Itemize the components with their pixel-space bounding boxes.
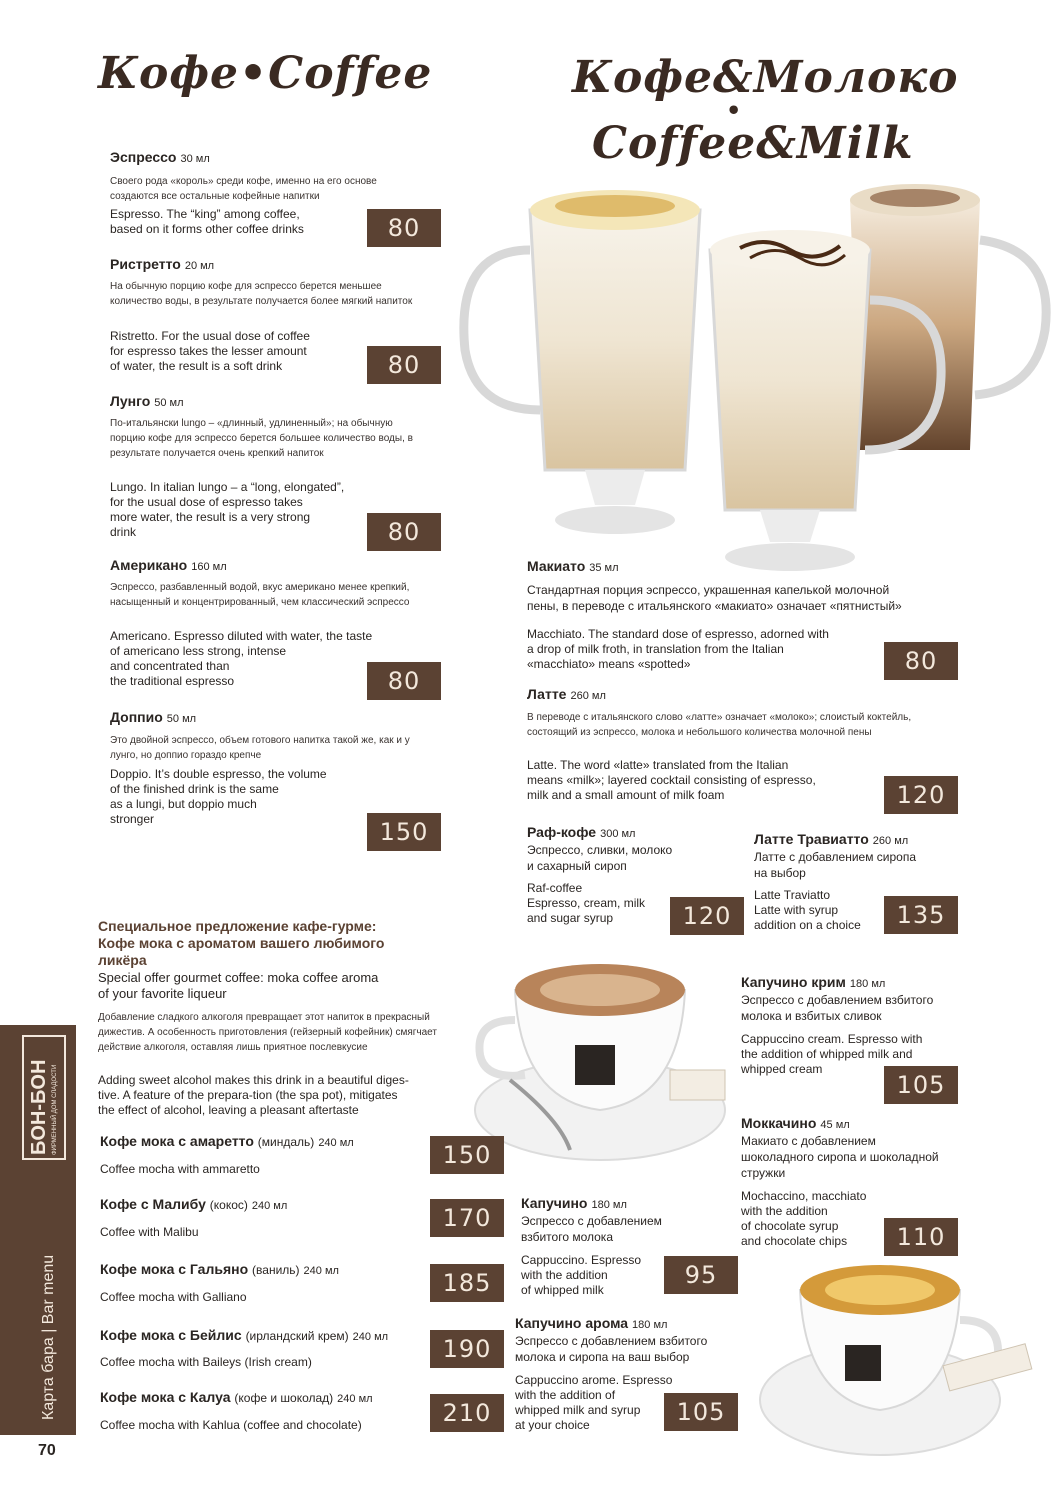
page-number: 70 (38, 1442, 56, 1459)
item-espresso-name: Эспрессо 30 мл (110, 149, 210, 165)
item-cappuccino-cream-name: Капучино крим 180 мл (741, 974, 886, 990)
item-lungo-ru: По-итальянски lungo – «длинный, удлиненный»; на обычную порцию кофе для эспрессо берется большее количество воды, в результате получается очень крепкий напиток (110, 418, 413, 459)
special-item-baileys-price: 190 (430, 1330, 504, 1368)
item-espresso-en: Espresso. The “king” among coffee, based on it forms other coffee drinks (110, 207, 304, 236)
item-cappuccino-aroma-ru: Эспрессо с добавлением взбитого молока и сиропа на ваш выбор (515, 1334, 708, 1364)
item-lungo-price: 80 (367, 513, 441, 551)
item-raf-ru: Эспрессо, сливки, молоко и сахарный сироп (527, 843, 673, 873)
special-item-galliano-name: Кофе мока с Гальяно (ваниль) 240 мл (100, 1261, 339, 1277)
item-mochaccino-name: Моккачино 45 мл (741, 1115, 850, 1131)
item-ristretto-price: 80 (367, 346, 441, 384)
item-traviatto-name: Латте Травиатто 260 мл (754, 831, 909, 847)
item-traviatto-ru: Латте с добавлением сиропа на выбор (754, 850, 917, 880)
brand-logo (22, 1035, 66, 1160)
special-item-amaretto-name: Кофе мока с амаретто (миндаль) 240 мл (100, 1133, 354, 1149)
item-raf-price: 120 (670, 897, 744, 935)
item-americano-ru: Эспрессо, разбавленный водой, вкус американо менее крепкий, насыщенный и концентрированный, чем классический эспрессо (110, 582, 410, 608)
item-macchiato-name: Макиато 35 мл (527, 558, 619, 574)
item-americano-name: Американо 160 мл (110, 557, 227, 573)
item-latte-en: Latte. The word «latte» translated from the Italian means «milk»; layered cocktail consisting of espresso, milk and a small amount of milk foam (527, 758, 816, 802)
special-desc-ru: Добавление сладкого алкоголя превращает этот напиток в прекрасный дижестив. А особенность приготовления (гейзерный кофейник) смягчает действие алкоголя, оставляя лишь приятное послевкусие (98, 1012, 437, 1053)
special-item-amaretto-en: Coffee mocha with ammaretto (100, 1162, 260, 1176)
item-cappuccino-ru: Эспрессо с добавлением взбитого молока (521, 1214, 662, 1244)
special-item-kahlua-name: Кофе мока с Калуа (кофе и шоколад) 240 мл (100, 1389, 373, 1405)
item-latte-price: 120 (884, 776, 958, 814)
item-ristretto-name: Ристретто 20 мл (110, 256, 215, 272)
coffee-mocha-cup-image (470, 950, 735, 1180)
special-item-malibu-name: Кофе с Малибу (кокос) 240 мл (100, 1196, 288, 1212)
item-espresso-price: 80 (367, 209, 441, 247)
item-americano-en: Americano. Espresso diluted with water, the taste of americano less strong, intense and concentrated than the traditional espresso (110, 629, 373, 688)
item-cappuccino-name: Капучино 180 мл (521, 1195, 627, 1211)
item-raf-name: Раф-кофе 300 мл (527, 824, 636, 840)
item-ristretto-en: Ristretto. For the usual dose of coffee for espresso takes the lesser amount of water, the result is a soft drink (110, 329, 310, 373)
special-item-malibu-en: Coffee with Malibu (100, 1225, 199, 1239)
brand-logo-subtext: ФИРМЕННЫЙ ДОМ СЛАДОСТИ (52, 1064, 58, 1155)
item-latte-ru: В переводе с итальянского слово «латте» означает «молоко»; слоистый коктейль, состоящий из эспрессо, молока и небольшого количества молочной пены (527, 712, 912, 738)
item-macchiato-en: Macchiato. The standard dose of espresso, adorned with a drop of milk froth, in translation from the Italian «macchiato» means «spotted» (527, 627, 829, 671)
item-doppio-price: 150 (367, 813, 441, 851)
title-dot: • (726, 96, 743, 125)
coffee-milk-title-ru: Кофе&Молоко (572, 52, 959, 103)
special-item-baileys-en: Coffee mocha with Baileys (Irish cream) (100, 1355, 312, 1369)
coffee-glasses-image (455, 180, 1060, 575)
item-macchiato-price: 80 (884, 642, 958, 680)
special-item-galliano-en: Coffee mocha with Galliano (100, 1290, 247, 1304)
item-doppio-en: Doppio. It’s double espresso, the volume of the finished drink is the same as a lungi, but doppio much stronger (110, 767, 327, 826)
coffee-milk-title-en: Coffee&Milk (592, 118, 914, 169)
item-lungo-name: Лунго 50 мл (110, 393, 184, 409)
special-item-galliano-price: 185 (430, 1264, 504, 1302)
item-traviatto-price: 135 (884, 896, 958, 934)
special-item-malibu-price: 170 (430, 1199, 504, 1237)
item-cappuccino-aroma-price: 105 (664, 1393, 738, 1431)
item-cappuccino-aroma-en: Cappuccino arome. Espresso with the addition of whipped milk and syrup at your choice (515, 1373, 673, 1432)
item-cappuccino-price: 95 (664, 1256, 738, 1294)
item-cappuccino-cream-price: 105 (884, 1066, 958, 1104)
item-cappuccino-cream-ru: Эспрессо с добавлением взбитого молока и взбитых сливок (741, 993, 934, 1023)
item-cappuccino-cream-en: Cappuccino cream. Espresso with the addition of whipped milk and whipped cream (741, 1032, 923, 1076)
sidebar-label: Карта бара | Bar menu (40, 1254, 57, 1420)
item-cappuccino-aroma-name: Капучино арома 180 мл (515, 1315, 668, 1331)
special-item-amaretto-price: 150 (430, 1136, 504, 1174)
brand-logo-text: БОН-БОН (28, 1059, 50, 1155)
item-traviatto-en: Latte Traviatto Latte with syrup addition on a choice (754, 888, 861, 932)
special-desc-en: Adding sweet alcohol makes this drink in a beautiful diges- tive. A feature of the prepara-tion (the spa pot), mitigates the effect of alcohol, leaving a pleasant aftertaste (98, 1073, 409, 1117)
coffee-section-title: Кофе•Coffee (98, 48, 433, 99)
item-doppio-ru: Это двойной эспрессо, объем готового напитка такой же, как и у лунго, но доппио гораздо крепче (110, 735, 410, 761)
item-raf-en: Raf-coffee Espresso, cream, milk and sugar syrup (527, 881, 646, 925)
special-title-en: Special offer gourmet coffee: moka coffee aroma of your favorite liqueur (98, 970, 379, 1001)
item-latte-name: Латте 260 мл (527, 686, 606, 702)
item-doppio-name: Доппио 50 мл (110, 709, 197, 725)
special-item-kahlua-en: Coffee mocha with Kahlua (coffee and chocolate) (100, 1418, 362, 1432)
cappuccino-cup-image (750, 1260, 1050, 1460)
item-espresso-ru: Своего рода «король» среди кофе, именно на его основе создаются все остальные кофейные напитки (110, 176, 377, 202)
item-ristretto-ru: На обычную порцию кофе для эспрессо берется меньшее количество воды, в результате получается более мягкий напиток (110, 281, 413, 307)
item-cappuccino-en: Cappuccino. Espresso with the addition of whipped milk (521, 1253, 642, 1297)
item-mochaccino-en: Mochaccino, macchiato with the addition of chocolate syrup and chocolate chips (741, 1189, 867, 1248)
special-item-baileys-name: Кофе мока с Бейлис (ирландский крем) 240 мл (100, 1327, 389, 1343)
item-mochaccino-ru: Макиато с добавлением шоколадного сиропа и шоколадной стружки (741, 1134, 939, 1180)
special-item-kahlua-price: 210 (430, 1394, 504, 1432)
item-macchiato-ru: Стандартная порция эспрессо, украшенная капелькой молочной пены, в переводе с итальянского «макиато» означает «пятнистый» (527, 583, 902, 613)
item-americano-price: 80 (367, 662, 441, 700)
special-title-ru: Специальное предложение кафе-гурме: Кофе мока с ароматом вашего любимого ликёра (98, 918, 385, 968)
item-mochaccino-price: 110 (884, 1218, 958, 1256)
item-lungo-en: Lungo. In italian lungo – a “long, elongated”, for the usual dose of espresso takes more water, the result is a very strong drink (110, 480, 345, 539)
